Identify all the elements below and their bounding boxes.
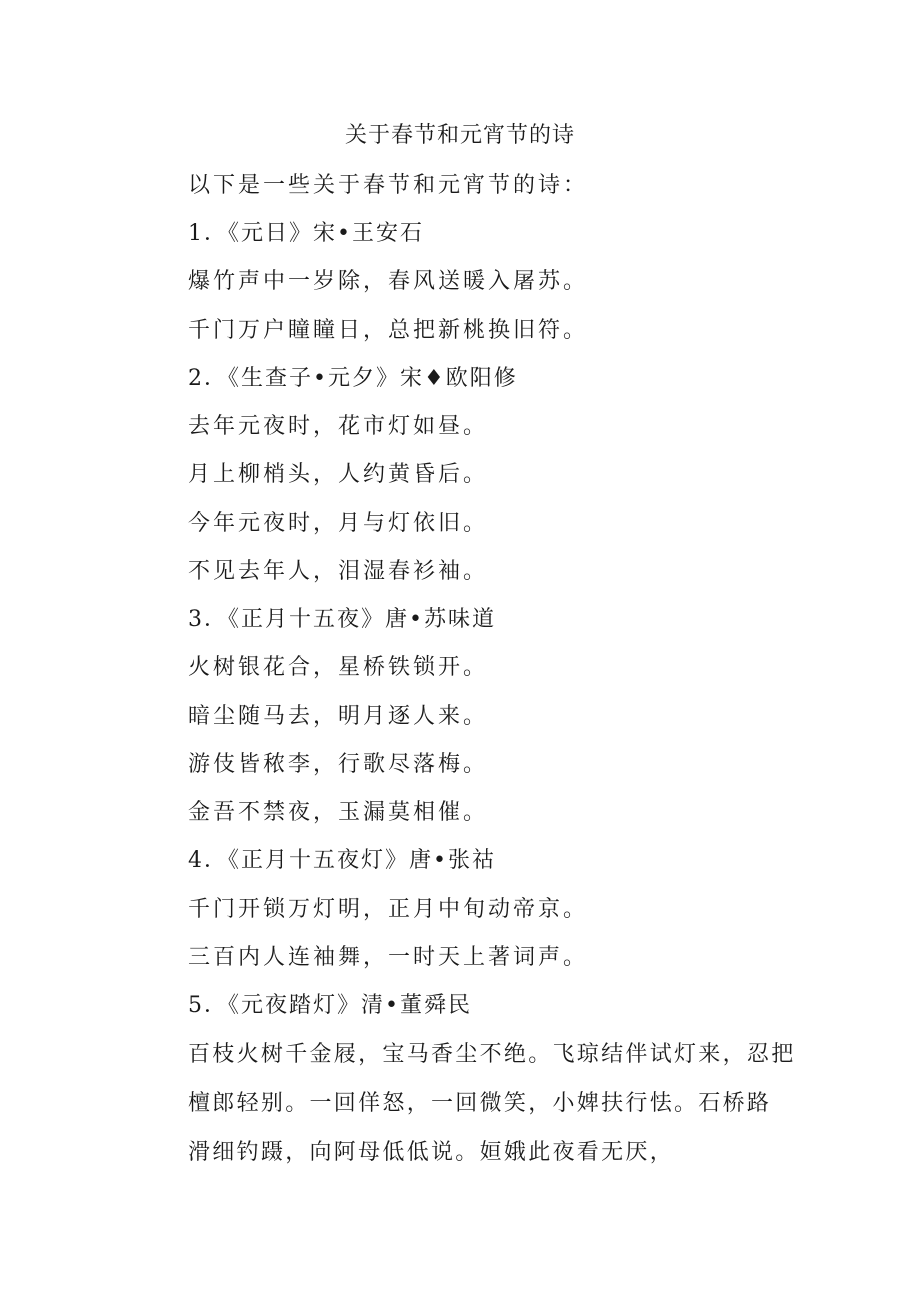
poem-line: 爆竹声中一岁除，春风送暖入屠苏。 (188, 269, 589, 294)
poem-line: 滑细钓蹑，向阿母低低说。姮娥此夜看无厌， (188, 1140, 675, 1165)
poem-line: 百枝火树千金屐，宝马香尘不绝。飞琼结伴试灯来，忍把 (188, 1042, 796, 1067)
poem-heading: 1．《元日》宋•王安石 (188, 221, 424, 246)
poem-line: 不见去年人，泪湿春衫袖。 (188, 559, 489, 584)
poem-heading: 2．《生查子•元夕》宋♦欧阳修 (188, 366, 518, 391)
poem-line: 暗尘随马去，明月逐人来。 (188, 704, 489, 729)
poem-heading: 3．《正月十五夜》唐•苏味道 (188, 607, 496, 632)
poem-line: 火树银花合，星桥铁锁开。 (188, 655, 489, 680)
poem-line: 千门万户瞳瞳日，总把新桃换旧符。 (188, 318, 589, 343)
poem-line: 月上柳梢头，人约黄昏后。 (188, 462, 489, 487)
poem-heading: 5．《元夜踏灯》清•董舜民 (188, 993, 472, 1018)
poem-line: 三百内人连袖舞，一时天上著词声。 (188, 945, 589, 970)
poem-line: 今年元夜时，月与灯依旧。 (188, 511, 489, 536)
poem-line: 去年元夜时，花市灯如昼。 (188, 414, 489, 439)
poem-line: 檀郎轻别。一回佯怒，一回微笑，小婢扶行怯。石桥路 (188, 1091, 772, 1116)
poem-line: 游伎皆秾李，行歌尽落梅。 (188, 752, 489, 777)
poem-heading: 4．《正月十五夜灯》唐•张祜 (188, 848, 496, 873)
poem-line: 金吾不禁夜，玉漏莫相催。 (188, 800, 489, 825)
poem-line: 千门开锁万灯明，正月中旬动帝京。 (188, 897, 589, 922)
document-title: 关于春节和元宵节的诗 (344, 123, 575, 148)
intro-text: 以下是一些关于春节和元宵节的诗： (188, 173, 589, 198)
